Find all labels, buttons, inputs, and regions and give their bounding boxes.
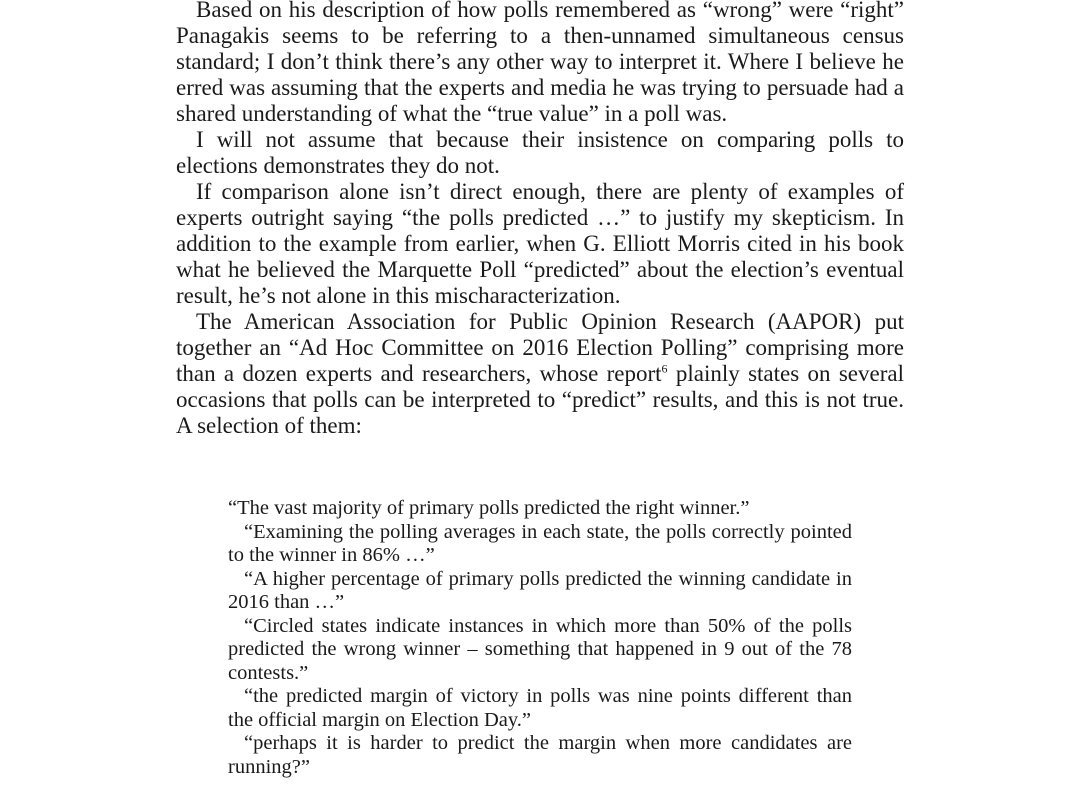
quote-item: “Examining the polling averages in each state, the polls correctly pointed to the winner in 86% …” <box>228 520 852 566</box>
aapor-text-before-footnote: The American Association for Public Opinion Research (AAPOR) put together an “Ad Hoc Committee on 2016 Election Polling” comprising more than a dozen experts and researchers, whose report <box>176 309 904 386</box>
quote-item: “the predicted margin of victory in polls was nine points different than the official margin on Election Day.” <box>228 685 852 731</box>
quote-item: “Circled states indicate instances in which more than 50% of the polls predicted the wrong winner – something that happened in 9 out of the 78 contests.” <box>228 614 852 684</box>
aapor-text-after-footnote: plainly states on several occasions that polls can be interpreted to “predict” results, and this is not true. A selection of them: <box>176 361 904 438</box>
footnote-marker: 6 <box>661 361 668 376</box>
quote-item: “perhaps it is harder to predict the margin when more candidates are running?” <box>228 732 852 778</box>
quote-item: “A higher percentage of primary polls predicted the winning candidate in 2016 than …” <box>228 567 852 613</box>
paragraph-aapor <box>176 309 904 439</box>
paragraph-panagakis: Based on his description of how polls remembered as “wrong” were “right” Panagakis seems to be referring to a then-unnamed simultaneous census standard; I don’t think there’s any other way to interpret it. Where I believe he erred was assuming that the experts and media he was trying to persuade had a shared understanding of what the “true value” in a poll was. <box>176 0 904 126</box>
quote-item: “The vast majority of primary polls predicted the right winner.” <box>228 497 750 519</box>
quote-block <box>228 497 852 779</box>
paragraph-assumption: I will not assume that because their insistence on comparing polls to elections demonstrates they do not. <box>176 127 904 178</box>
body-text <box>176 0 904 439</box>
paragraph-experts-predicted: If comparison alone isn’t direct enough, there are plenty of examples of experts outright saying “the polls predicted …” to justify my skepticism. In addition to the example from earlier, when G. Elliott Morris cited in his book what he believed the Marquette Poll “predicted” about the election’s eventual result, he’s not alone in this mischaracterization. <box>176 179 904 308</box>
